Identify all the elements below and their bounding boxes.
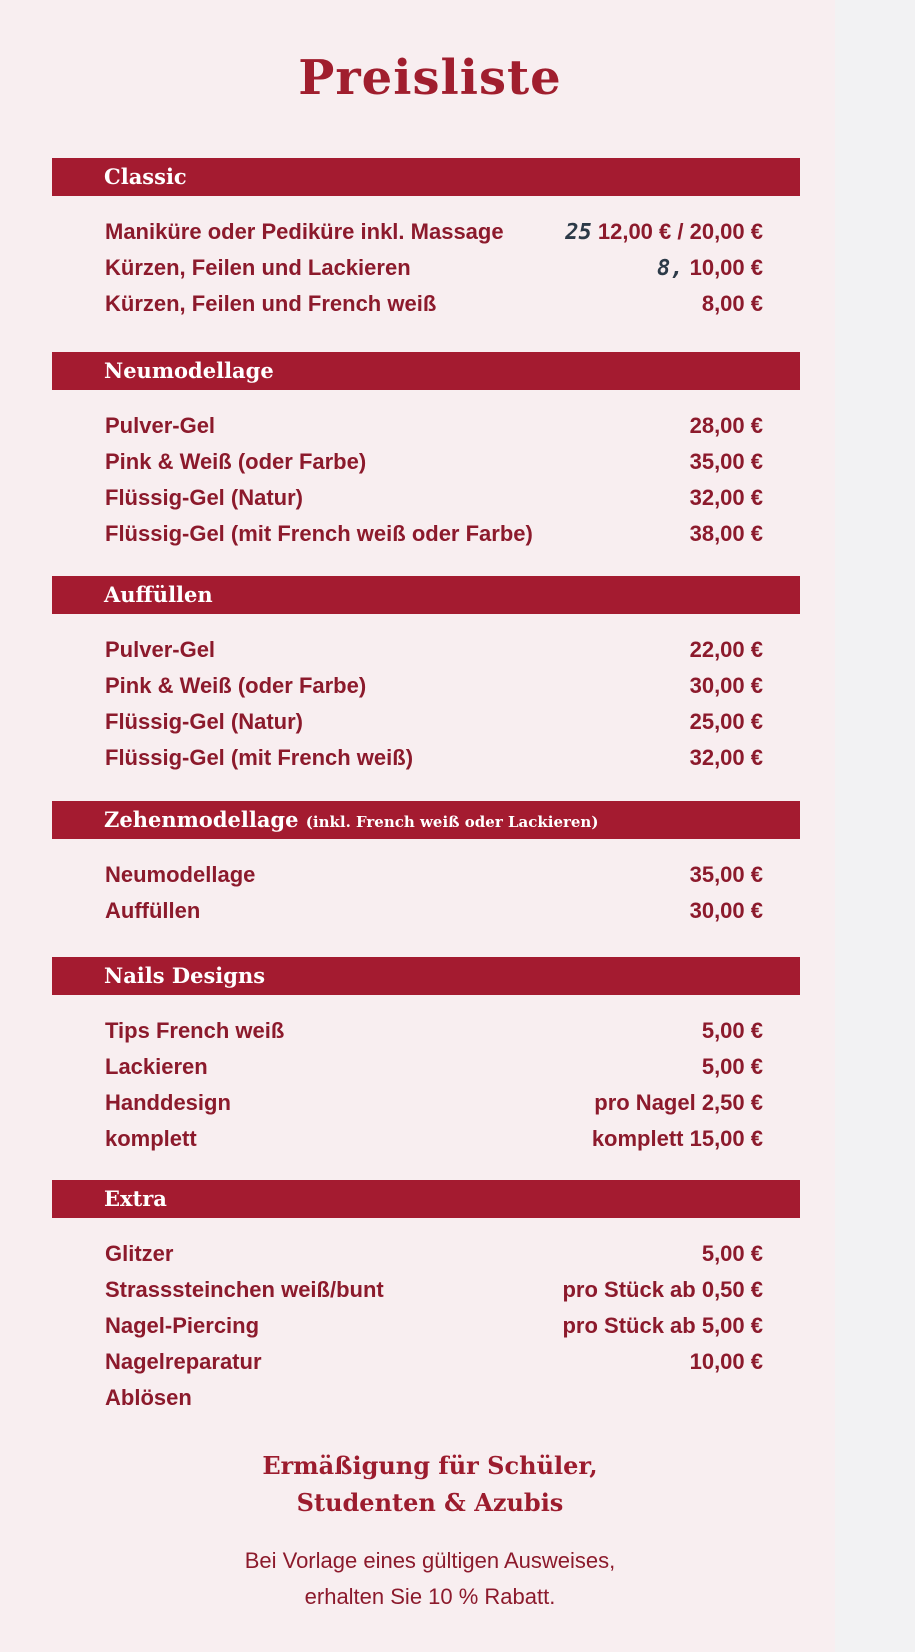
item-price-value: pro Stück ab 0,50 € — [562, 1277, 763, 1302]
item-price-value: 30,00 € — [689, 898, 763, 923]
section-header — [52, 1180, 800, 1218]
price-row — [105, 893, 763, 929]
item-price-value: 35,00 € — [689, 862, 763, 887]
item-label: Flüssig-Gel (mit French weiß oder Farbe) — [105, 521, 533, 546]
price-row — [105, 1308, 763, 1344]
handwritten-correction: 8, — [656, 256, 684, 281]
section-title: Extra — [104, 1186, 167, 1211]
item-price — [690, 740, 763, 776]
item-label: Nagel-Piercing — [105, 1313, 260, 1338]
section-3 — [52, 801, 800, 929]
price-row — [105, 1049, 763, 1085]
item-price-value: 12,00 € / 20,00 € — [597, 219, 763, 244]
item-price — [690, 632, 763, 668]
section-subtitle: (inkl. French weiß oder Lackieren) — [305, 813, 599, 831]
item-price-value: pro Nagel 2,50 € — [594, 1090, 763, 1115]
item-price — [690, 516, 763, 552]
price-row — [105, 1236, 763, 1272]
price-row — [105, 1344, 763, 1380]
price-row — [105, 857, 763, 893]
section-header — [52, 801, 800, 839]
item-label: Neumodellage — [105, 862, 256, 887]
discount-footer — [0, 1447, 860, 1615]
price-row — [105, 408, 763, 444]
item-price — [702, 1236, 763, 1272]
item-label: Maniküre oder Pediküre inkl. Massage — [105, 219, 504, 244]
item-price — [690, 480, 763, 516]
item-price — [690, 893, 763, 929]
item-price-value: komplett 15,00 € — [591, 1126, 763, 1151]
section-header — [52, 576, 800, 614]
item-price — [562, 1308, 763, 1344]
price-row — [105, 668, 763, 704]
item-price-value: 38,00 € — [689, 521, 763, 546]
price-row — [105, 1085, 763, 1121]
price-row — [105, 286, 763, 322]
item-label: Kürzen, Feilen und Lackieren — [105, 255, 411, 280]
item-price — [702, 1049, 763, 1085]
item-label: Pulver-Gel — [105, 637, 216, 662]
price-row — [105, 704, 763, 740]
item-price — [702, 1013, 763, 1049]
item-label: Strasssteinchen weiß/bunt — [105, 1277, 384, 1302]
section-5 — [52, 1180, 800, 1416]
discount-note-2: erhalten Sie 10 % Rabatt. — [304, 1584, 556, 1609]
item-price-value: 10,00 € — [689, 255, 763, 280]
item-price — [702, 286, 763, 322]
item-price — [690, 408, 763, 444]
discount-headline-2: Studenten & Azubis — [296, 1488, 564, 1517]
section-title: Nails Designs — [104, 963, 266, 988]
price-row — [105, 1013, 763, 1049]
item-label: Kürzen, Feilen und French weiß — [105, 291, 437, 316]
item-label: Pink & Weiß (oder Farbe) — [105, 673, 367, 698]
item-price-value: 8,00 € — [701, 291, 763, 316]
section-2 — [52, 576, 800, 776]
section-0 — [52, 158, 800, 322]
price-row — [105, 740, 763, 776]
item-price — [690, 704, 763, 740]
item-price-value: 30,00 € — [689, 673, 763, 698]
price-row — [105, 1272, 763, 1308]
price-row — [105, 250, 763, 286]
item-label: Nagelreparatur — [105, 1349, 262, 1374]
item-price — [562, 1272, 763, 1308]
item-price-value: 35,00 € — [689, 449, 763, 474]
item-label: Pulver-Gel — [105, 413, 216, 438]
price-row — [105, 444, 763, 480]
section-title: Neumodellage — [104, 358, 274, 383]
item-price-value: 28,00 € — [689, 413, 763, 438]
item-label: Handdesign — [105, 1090, 231, 1115]
item-label: Auffüllen — [105, 898, 201, 923]
item-price-value: 5,00 € — [701, 1054, 763, 1079]
item-price-value: 22,00 € — [689, 637, 763, 662]
price-row — [105, 1121, 763, 1157]
price-row — [105, 480, 763, 516]
scan-margin — [835, 0, 915, 1652]
item-label: komplett — [105, 1126, 197, 1151]
section-header — [52, 158, 800, 196]
item-price — [594, 1085, 763, 1121]
section-1 — [52, 352, 800, 552]
discount-note-1: Bei Vorlage eines gültigen Ausweises, — [244, 1548, 616, 1573]
item-price — [690, 857, 763, 893]
item-label: Lackieren — [105, 1054, 208, 1079]
item-label: Tips French weiß — [105, 1018, 285, 1043]
item-label: Ablösen — [105, 1385, 192, 1410]
item-price-value: 10,00 € — [689, 1349, 763, 1374]
item-price — [690, 1344, 763, 1380]
section-title: Classic — [104, 164, 187, 189]
item-price-value: 5,00 € — [701, 1018, 763, 1043]
price-row — [105, 516, 763, 552]
item-label: Flüssig-Gel (mit French weiß) — [105, 745, 414, 770]
section-header — [52, 957, 800, 995]
section-header — [52, 352, 800, 390]
discount-headline-1: Ermäßigung für Schüler, — [262, 1451, 598, 1480]
item-price-value: 32,00 € — [689, 745, 763, 770]
item-price — [592, 1121, 763, 1157]
item-label: Flüssig-Gel (Natur) — [105, 709, 304, 734]
item-price — [690, 668, 763, 704]
item-price — [565, 214, 763, 250]
item-price-value: pro Stück ab 5,00 € — [562, 1313, 763, 1338]
item-label: Glitzer — [105, 1241, 174, 1266]
item-price — [690, 444, 763, 480]
item-label: Flüssig-Gel (Natur) — [105, 485, 304, 510]
price-row — [105, 1380, 763, 1416]
item-price-value: 5,00 € — [701, 1241, 763, 1266]
page-title: Preisliste — [298, 50, 562, 106]
item-label: Pink & Weiß (oder Farbe) — [105, 449, 367, 474]
section-title: Zehenmodellage — [104, 807, 299, 832]
item-price-value: 32,00 € — [689, 485, 763, 510]
handwritten-correction: 25 — [565, 220, 592, 245]
section-4 — [52, 957, 800, 1157]
price-row — [105, 214, 763, 250]
section-title: Auffüllen — [104, 582, 213, 607]
price-row — [105, 632, 763, 668]
item-price-value: 25,00 € — [689, 709, 763, 734]
item-price — [657, 250, 763, 286]
